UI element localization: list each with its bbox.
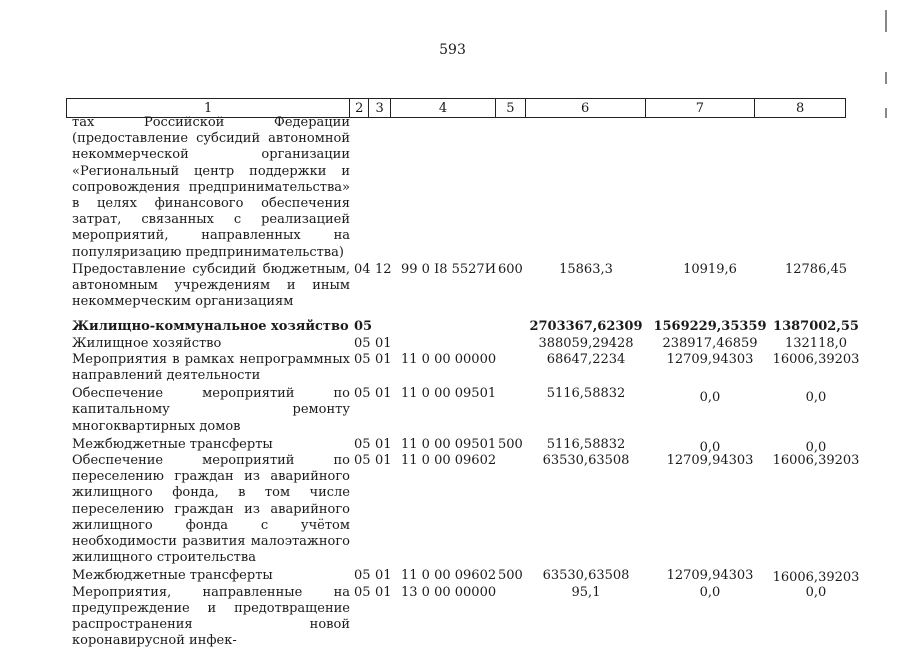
header-col-6: 6 <box>526 99 646 117</box>
row-section: 05 <box>354 568 371 584</box>
row-value-8: 1387002,55 <box>773 319 859 335</box>
page-number: 593 <box>439 42 466 58</box>
header-col-2: 2 <box>350 99 369 117</box>
table-row <box>72 115 852 261</box>
row-value-7: 12709,94303 <box>666 351 754 367</box>
budget-table-body <box>72 115 860 650</box>
row-target-code: 11 0 00 09602 <box>401 453 497 469</box>
row-value-8: 132118,0 <box>784 335 848 351</box>
header-col-8: 8 <box>795 101 805 116</box>
row-name: тах Российской Федерации (предоставление субсидий автономной некоммерческой организации «Региональный центр поддержки и сопровождения предпринимательства» в целях финансового обеспечения затрат, связанных с реализацией мероприятий, направленных на популяризацию предпринимательства) <box>72 115 350 260</box>
table-row <box>72 351 860 384</box>
row-subsection: 01 <box>375 453 392 469</box>
row-subsection: 01 <box>375 386 392 402</box>
row-target-code: 11 0 00 09602 <box>401 568 497 584</box>
row-name: Межбюджетные трансферты <box>72 436 273 452</box>
row-section: 04 <box>354 261 371 277</box>
row-value-6: 63530,63508 <box>542 453 630 469</box>
row-section: 05 <box>354 386 371 402</box>
row-value-8: 0,0 <box>805 439 827 455</box>
row-value-7: 0,0 <box>699 439 721 455</box>
row-value-7: 10919,6 <box>683 261 737 277</box>
row-expense-type: 500 <box>498 436 523 452</box>
header-col-1: 1 <box>67 99 350 117</box>
scan-edge-mark <box>885 10 887 32</box>
row-value-8: 16006,39203 <box>772 453 860 469</box>
row-value-8: 0,0 <box>805 584 827 600</box>
row-target-code: 99 0 I8 5527И <box>401 261 497 277</box>
row-value-6: 5116,58832 <box>546 386 626 402</box>
row-value-7: 12709,94303 <box>666 568 754 584</box>
row-target-code: 11 0 00 09501 <box>401 386 497 402</box>
scan-edge-mark <box>885 72 887 84</box>
table-row <box>72 453 860 566</box>
row-section: 05 <box>354 453 371 469</box>
row-subsection: 01 <box>375 351 392 367</box>
row-value-8: 12786,45 <box>784 261 848 277</box>
header-col-5: 5 <box>496 99 526 117</box>
table-row <box>72 437 852 453</box>
row-name: Межбюджетные трансферты <box>72 568 273 584</box>
table-row <box>72 336 852 352</box>
scan-edge-mark <box>885 108 887 118</box>
row-section: 05 <box>354 351 371 367</box>
row-value-6: 68647,2234 <box>546 351 626 367</box>
row-subsection: 01 <box>375 335 392 351</box>
row-section: 05 <box>354 319 373 335</box>
row-subsection: 12 <box>375 261 392 277</box>
row-name: Мероприятия в рамках непрограммных направлений деятельности <box>72 351 350 384</box>
row-value-6: 2703367,62309 <box>529 319 643 335</box>
row-name: Предоставление субсидий бюджетным, автономным учреждениям и иным некоммерческим организациям <box>72 261 350 310</box>
row-value-6: 63530,63508 <box>542 568 630 584</box>
row-section: 05 <box>354 584 371 600</box>
row-target-code: 13 0 00 00000 <box>401 584 497 600</box>
row-target-code: 11 0 00 09501 <box>401 436 497 452</box>
row-section: 05 <box>354 335 371 351</box>
row-value-7: 12709,94303 <box>666 453 754 469</box>
header-col-4: 4 <box>391 99 496 117</box>
row-subsection: 01 <box>375 436 392 452</box>
table-row <box>72 386 852 435</box>
row-subsection: 01 <box>375 584 392 600</box>
row-value-7: 0,0 <box>699 584 721 600</box>
header-col-7: 7 <box>646 99 756 117</box>
row-value-6: 95,1 <box>571 584 601 600</box>
row-value-8: 16006,39203 <box>772 351 860 367</box>
row-target-code: 11 0 00 00000 <box>401 351 497 367</box>
row-value-7: 0,0 <box>699 390 721 406</box>
row-name: Обеспечение мероприятий по переселению граждан из аварийного жилищного фонда, в том числе переселению граждан из аварийного жилищного фонда с учётом необходимости развития малоэтажного жилищного строительства <box>72 453 350 566</box>
row-value-7: 1569229,35359 <box>653 319 767 335</box>
table-row <box>72 262 852 311</box>
row-expense-type: 600 <box>498 261 523 277</box>
row-subsection: 01 <box>375 568 392 584</box>
row-name: Обеспечение мероприятий по капитальному ремонту многоквартирных домов <box>72 386 350 434</box>
row-value-6: 5116,58832 <box>546 436 626 452</box>
row-name: Жилищно-коммунальное хозяйство <box>72 319 349 335</box>
row-value-7: 238917,46859 <box>662 335 758 351</box>
row-expense-type: 500 <box>498 568 523 584</box>
table-row <box>72 568 860 586</box>
table-row <box>72 319 859 335</box>
row-value-8: 16006,39203 <box>772 570 860 586</box>
row-value-6: 388059,29428 <box>538 335 634 351</box>
header-col-3: 3 <box>369 99 391 117</box>
row-name: Жилищное хозяйство <box>72 335 222 351</box>
row-section: 05 <box>354 436 371 452</box>
row-value-6: 15863,3 <box>559 261 613 277</box>
row-value-8: 0,0 <box>805 390 827 406</box>
row-name: Мероприятия, направленные на предупреждение и предотвращение распространения новой коронавирусной инфек- <box>72 584 350 649</box>
